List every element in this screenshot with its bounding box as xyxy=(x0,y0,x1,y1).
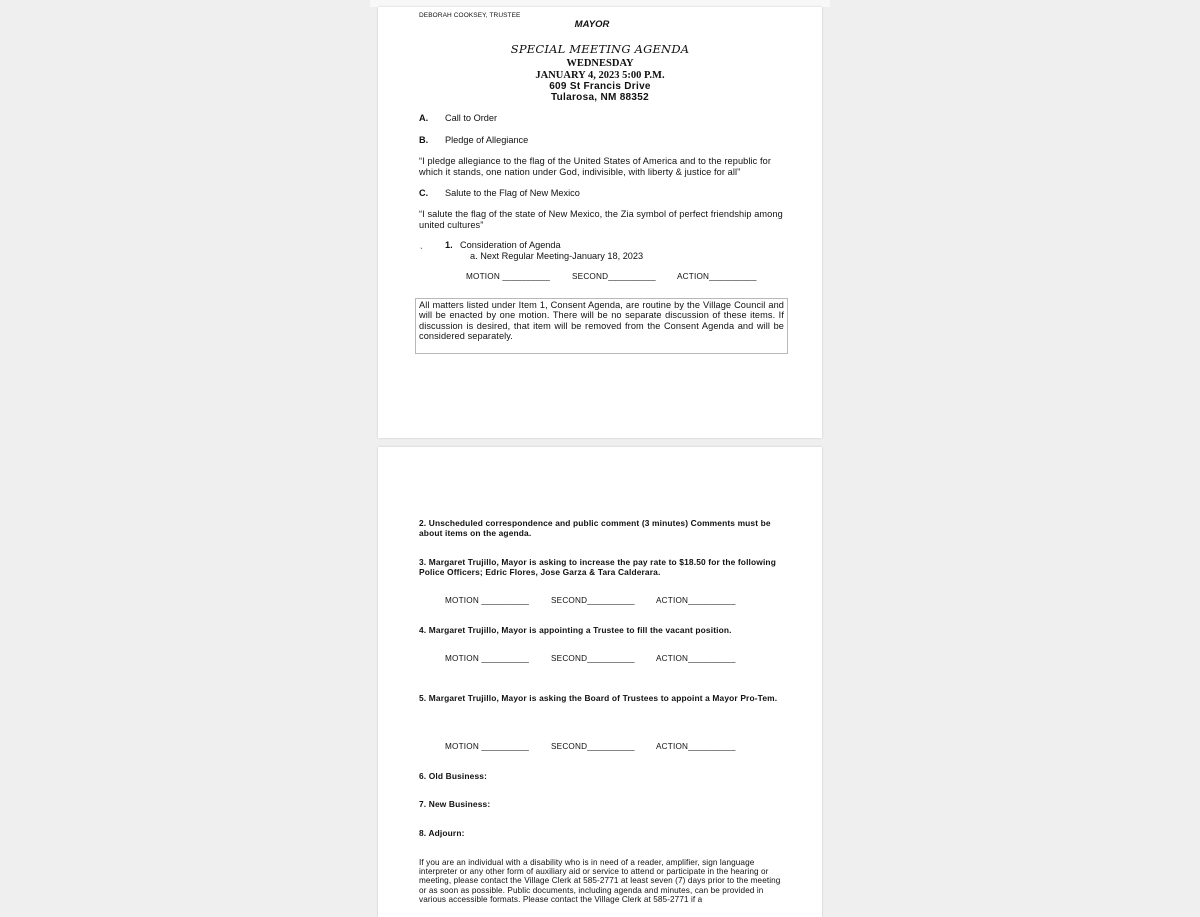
meeting-datetime: JANUARY 4, 2023 5:00 P.M. xyxy=(535,70,665,81)
item-8-text: 8. Adjourn: xyxy=(419,828,465,838)
pledge-text: “I pledge allegiance to the flag of the United States of America and to the republic for which it stands, one nation under God, indivisible, with liberty & justice for all” xyxy=(419,156,772,177)
meeting-day: WEDNESDAY xyxy=(566,58,634,69)
item-2-text: 2. Unscheduled correspondence and public comment (3 minutes) Comments must be about items on the agenda. xyxy=(419,518,771,538)
item-5-text: 5. Margaret Trujillo, Mayor is asking the Board of Trustees to appoint a Mayor Pro-Tem. xyxy=(419,693,778,703)
motion-blank: MOTION __________ xyxy=(466,272,550,281)
item-b-letter: B. xyxy=(419,135,429,145)
motion-blank: MOTION __________ xyxy=(445,742,529,751)
item-4-text: 4. Margaret Trujillo, Mayor is appointing a Trustee to fill the vacant position. xyxy=(419,625,732,635)
second-blank: SECOND__________ xyxy=(551,742,635,751)
item-a-text: Call to Order xyxy=(445,113,498,123)
meeting-address: 609 St Francis Drive xyxy=(549,81,651,92)
item-1-number: 1. xyxy=(445,240,453,250)
salute-text: “I salute the flag of the state of New Mexico, the Zia symbol of perfect friendship among united cultures” xyxy=(419,209,783,230)
item-1-text: Consideration of Agenda xyxy=(460,240,561,250)
second-blank: SECOND__________ xyxy=(572,272,656,281)
item-1-subitem: a. Next Regular Meeting-January 18, 2023 xyxy=(470,251,644,261)
item-a-letter: A. xyxy=(419,113,429,123)
mayor-heading: MAYOR xyxy=(574,19,610,30)
second-blank: SECOND__________ xyxy=(551,596,635,605)
item-6-text: 6. Old Business: xyxy=(419,771,488,781)
motion-blank: MOTION __________ xyxy=(445,654,529,663)
consent-agenda-notice: All matters listed under Item 1, Consent Agenda, are routine by the Village Council and will be enacted by one motion. There will be no separate discussion of these items. If discussion is desired, that item will be removed from the Consent Agenda and will be considered separately. xyxy=(415,298,788,354)
document-page-2 xyxy=(378,447,822,917)
accessibility-notice: If you are an individual with a disability who is in need of a reader, amplifier, sign language interpreter or any other form of auxiliary aid or service to attend or participate in the hearing or meeting, please contact the Village Clerk at 585-2771 at least seven (7) days prior to the meeting or as soon as possible. Public documents, including agenda and minutes, can be provided in various accessible formats. Please contact the Village Clerk at 585-2771 if a xyxy=(419,858,781,904)
action-blank: ACTION__________ xyxy=(677,272,757,281)
trustee-name: DEBORAH COOKSEY, TRUSTEE xyxy=(419,12,521,19)
viewer-top-strip xyxy=(370,0,830,7)
item-7-text: 7. New Business: xyxy=(419,799,491,809)
item-c-text: Salute to the Flag of New Mexico xyxy=(445,188,580,198)
motion-blank: MOTION __________ xyxy=(445,596,529,605)
action-blank: ACTION__________ xyxy=(656,654,736,663)
meeting-city: Tularosa, NM 88352 xyxy=(550,92,650,103)
item-b-text: Pledge of Allegiance xyxy=(445,135,529,145)
second-blank: SECOND__________ xyxy=(551,654,635,663)
action-blank: ACTION__________ xyxy=(656,742,736,751)
item-3-text: 3. Margaret Trujillo, Mayor is asking to increase the pay rate to $18.50 for the following Police Officers; Edric Flores, Jose Garza & Tara Calderara. xyxy=(419,557,776,577)
document-page-1 xyxy=(378,7,822,438)
item-c-letter: C. xyxy=(419,188,429,198)
agenda-title: SPECIAL MEETING AGENDA xyxy=(510,42,690,56)
stray-mark: ` xyxy=(420,247,423,256)
action-blank: ACTION__________ xyxy=(656,596,736,605)
